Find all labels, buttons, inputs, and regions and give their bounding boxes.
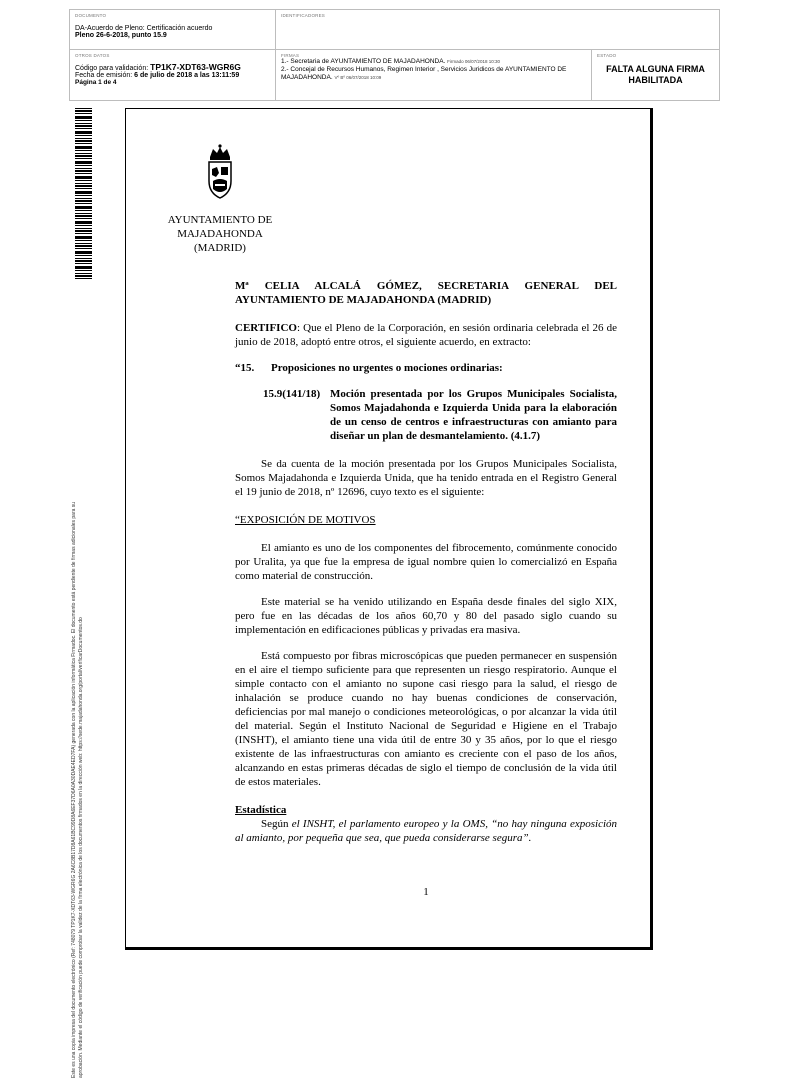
validation-code-line — [75, 62, 270, 72]
paragraph-5-quote: el INSHT, el parlamento europeo y la OMS, “no hay ninguna exposición al amianto, por pequeña que sea, que pueda considerarse segura”. — [235, 818, 618, 844]
certifico-text: : Que el Pleno de la Corporación, en sesión ordinaria celebrada el 26 de junio de 2018, adoptó entre otros, el siguiente acuerdo, en extracto: — [235, 322, 617, 348]
subsection-heading — [263, 387, 617, 443]
paragraph-1: Se da cuenta de la moción presentada por los Grupos Municipales Socialista, Somos Majadahonda e Izquierda Unida, que ha tenido entrada en el Registro General el 19 junio de 2018, nº 12696, cuyo texto es el siguiente: — [235, 458, 617, 498]
letterhead — [160, 213, 280, 255]
estadistica-heading: Estadística — [235, 804, 287, 816]
documento-line1: DA-Acuerdo de Pleno: Certificación acuerdo — [75, 25, 213, 32]
estado-cell — [592, 50, 719, 100]
documento-cell — [70, 10, 276, 50]
subsection-number: 15.9(141/18) — [263, 388, 321, 400]
emission-date-prefix: Fecha de emisión: — [75, 72, 133, 79]
letterhead-line3: (MADRID) — [194, 242, 246, 254]
section-title: Proposiciones no urgentes o mociones ordinarias: — [271, 362, 503, 374]
firma-2-text: 2.- Concejal de Recursos Humanos, Regimen Interior , Servicios Juridicos de AYUNTAMIENTO DE MAJADAHONDA. — [281, 66, 567, 81]
firma-2 — [281, 66, 586, 82]
documento-line2: Pleno 26-6-2018, punto 15.9 — [75, 32, 167, 39]
section-number: “15. — [235, 362, 255, 374]
paragraph-3: Este material se ha venido utilizando en España desde finales del siglo XIX, pero fue en las décadas de los años 60,70 y 80 del pasado siglo cuando su implementación en edificaciones públicas y privadas era masiva. — [235, 596, 617, 636]
documento-label: DOCUMENTO — [75, 13, 107, 18]
validation-code-prefix: Código para validación: — [75, 65, 149, 72]
coat-of-arms-icon — [205, 143, 235, 203]
letterhead-line2: MAJADAHONDA — [177, 228, 263, 240]
exposicion-heading: “EXPOSICIÓN DE MOTIVOS — [235, 514, 376, 526]
firmas-label: FIRMAS — [281, 53, 300, 58]
identificadores-label: IDENTIFICADORES — [281, 13, 326, 18]
paragraph-4: Está compuesto por fibras microscópicas que pueden permanecer en suspensión en el aire el tiempo suficiente para que representen un riesgo respiratorio. Aunque el simple contacto con el amianto no supone casi riesgo para la salud, el riesgo de inhalación se produce cuando no hay buenas condiciones de conservación, deficiencias por mal manejo o condiciones meteorológicas, o por alcanzar la vida útil del material. Según el Instituto Nacional de Seguridad e Higiene en el Trabajo (INSHT), el amianto tiene una vida útil de entre 30 y 35 años, por lo que el riesgo existente de las infraestructuras con amianto es creciente con el paso de los años, alcanzando en estas primeras décadas de siglo el tiempo de conclusión de la vida útil de estos materiales. — [235, 650, 617, 788]
firma-1-text: 1.- Secretaria de AYUNTAMIENTO DE MAJADAHONDA. — [281, 58, 446, 65]
verification-side-text — [71, 198, 97, 1078]
side-text-line1: Este es una copia impresa del documento electrónico (Ref: 748079 TP1K7-XDT63-WGR6G 2A6C8B17D8A61BC99D8A6EF37D6A0A30DAE4ED7FA) generada con la aplicación informática Firmadoc. El documento está pendiente de firmas adicionales para su — [71, 501, 77, 1078]
firma-1-date: Firmado 06/07/2018 10:30 — [447, 59, 500, 64]
document-body — [235, 279, 617, 845]
document-title: Mª CELIA ALCALÁ GÓMEZ, SECRETARIA GENERAL DEL AYUNTAMIENTO DE MAJADAHONDA (MADRID) — [235, 280, 617, 306]
firma-2-date: Vº Bº 06/07/2018 10:09 — [334, 75, 382, 80]
letterhead-line1: AYUNTAMIENTO DE — [167, 214, 273, 226]
paragraph-5 — [235, 817, 617, 845]
page-count: Página 1 de 4 — [75, 79, 117, 86]
estado-value — [597, 64, 714, 86]
emission-date-line — [75, 72, 270, 79]
validation-code: TP1K7-XDT63-WGR6G — [150, 62, 241, 72]
firmas-cell — [276, 50, 592, 100]
estado-label: ESTADO — [597, 53, 617, 58]
estado-line2: HABILITADA — [628, 75, 683, 85]
emission-date: 6 de julio de 2018 a las 13:11:59 — [134, 72, 240, 79]
section-heading — [235, 361, 617, 375]
page-number: 1 — [423, 886, 429, 898]
firma-1 — [281, 58, 586, 66]
paragraph-5-prefix: Según — [261, 818, 292, 830]
certifico-paragraph — [235, 321, 617, 349]
subsection-title: Moción presentada por los Grupos Municipales Socialista, Somos Majadahonda e Izquierda Unida para la elaboración de un censo de centros e infraestructuras con amianto para diseñar un plan de desmantelamiento. (4.1.7) — [330, 388, 617, 442]
estado-line1: FALTA ALGUNA FIRMA — [606, 64, 705, 74]
certifico-label: CERTIFICO — [235, 322, 297, 334]
otros-datos-label: OTROS DATOS — [75, 53, 110, 58]
validation-header — [69, 9, 720, 101]
otros-datos-cell — [70, 50, 276, 100]
paragraph-2: El amianto es uno de los componentes del fibrocemento, comúnmente conocido por Uralita, ya que fue la empresa de igual nombre quien lo comercializó en España como material de construcción. — [235, 542, 617, 582]
side-text-line2: aprobación. Mediante el código de verificación puede comprobar la validez de la firma electrónica de los documentos firmados en la dirección web: https://sede.majadahonda.org/portal/verificarDocumentos.do — [78, 617, 84, 1078]
identificadores-cell — [276, 10, 719, 50]
